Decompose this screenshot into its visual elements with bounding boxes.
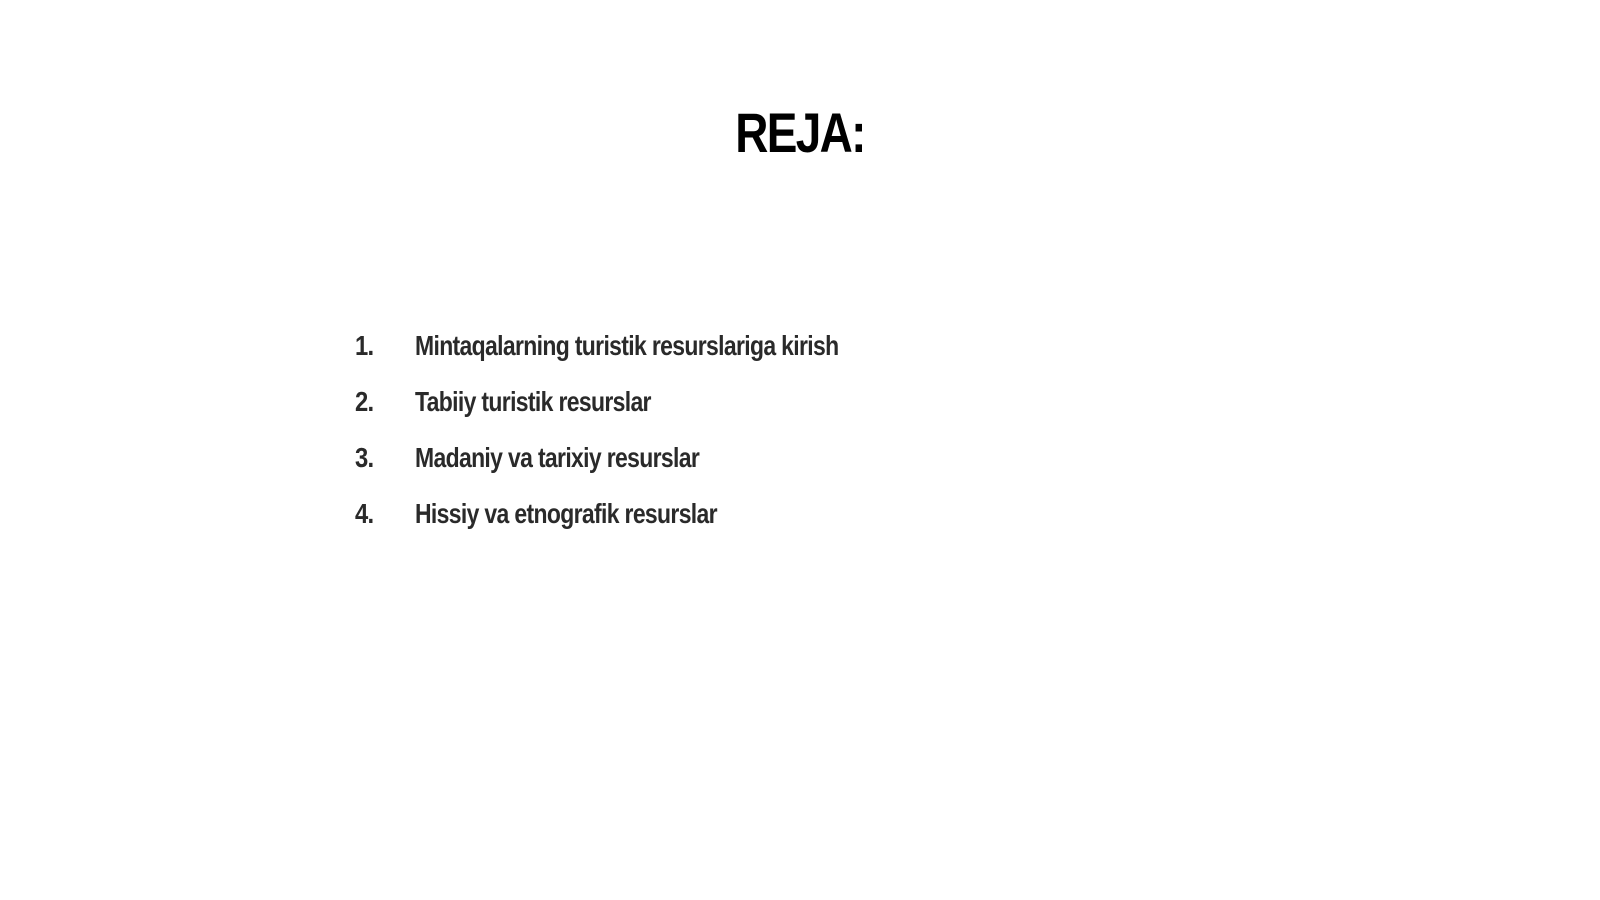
list-item — [355, 442, 1255, 498]
list-item — [355, 386, 1255, 442]
list-item — [355, 330, 1255, 386]
list-item-text: Madaniy va tarixiy resurslar — [415, 442, 700, 473]
list-item-number: 1. — [355, 330, 374, 361]
list-item — [355, 498, 1255, 554]
plan-list — [355, 330, 1255, 554]
slide-title: REJA: — [735, 101, 865, 164]
list-item-number: 2. — [355, 386, 374, 417]
list-item-number: 3. — [355, 442, 374, 473]
list-item-number: 4. — [355, 498, 374, 529]
list-item-text: Mintaqalarning turistik resurslariga kirish — [415, 330, 839, 361]
list-item-text: Tabiiy turistik resurslar — [415, 386, 651, 417]
list-item-text: Hissiy va etnografik resurslar — [415, 498, 717, 529]
